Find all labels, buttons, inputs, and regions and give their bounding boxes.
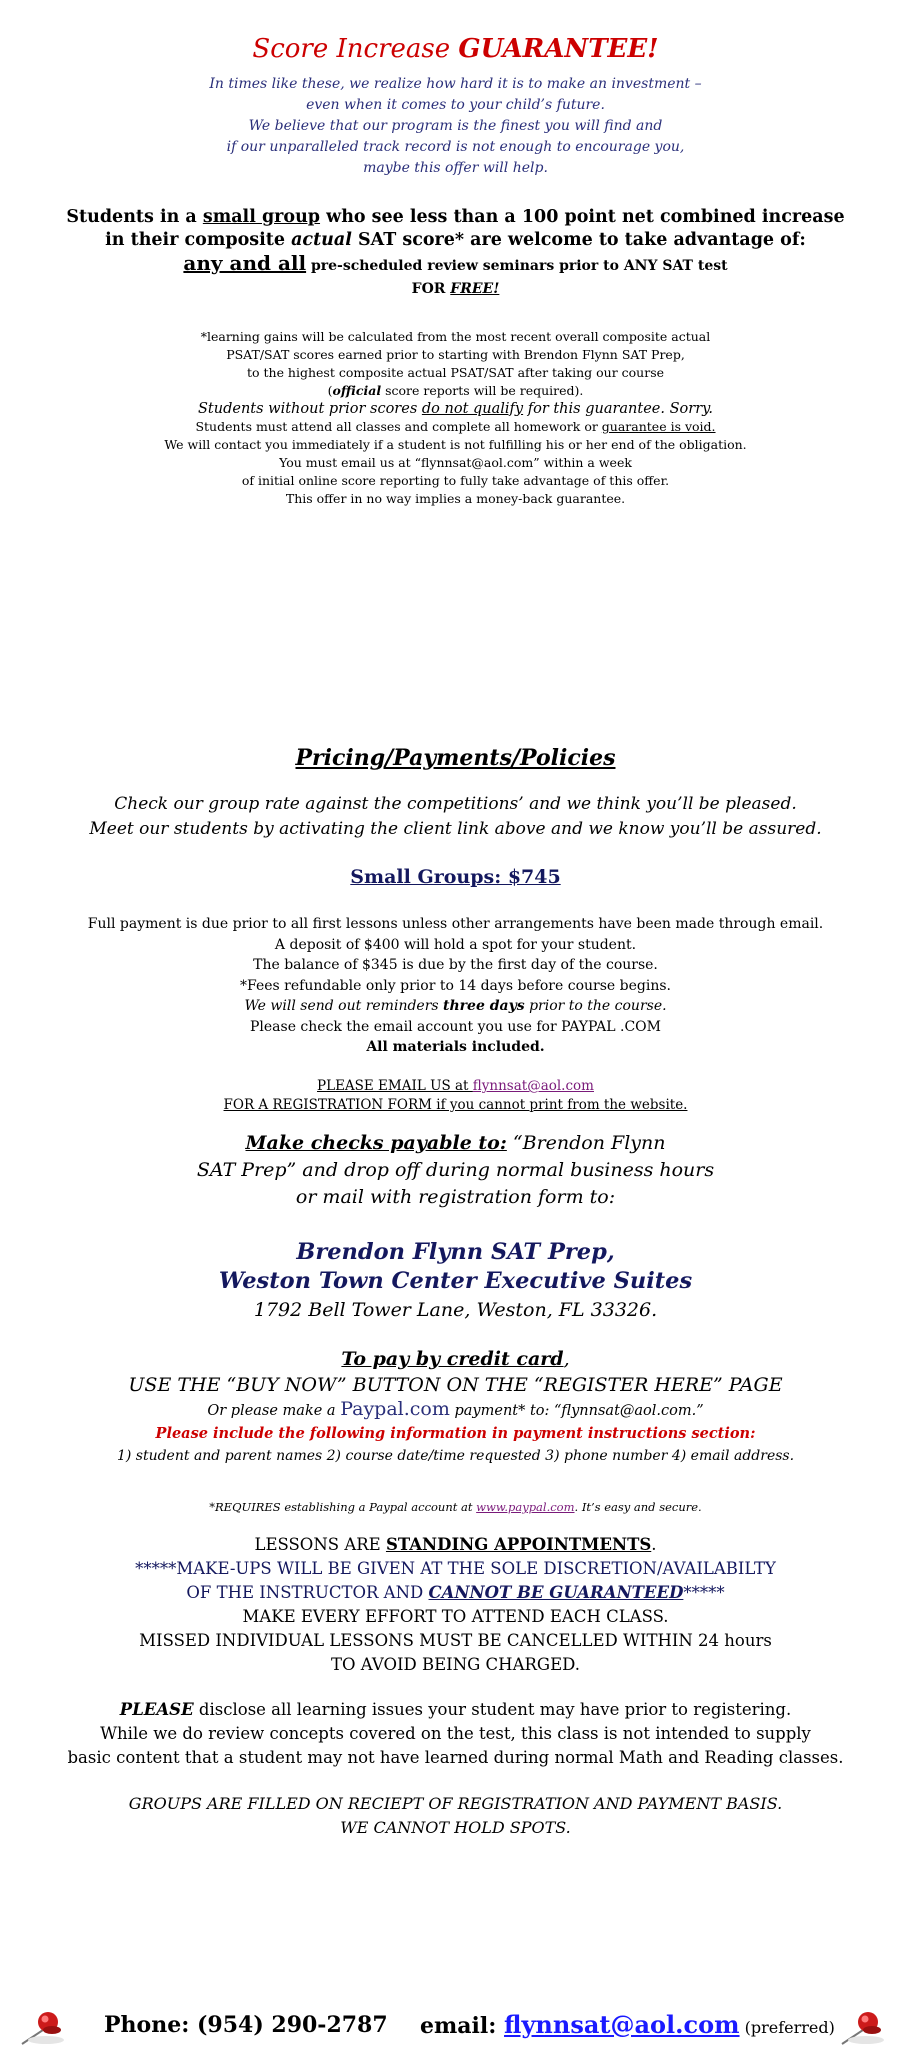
pricing-title: Pricing/Payments/Policies (295, 745, 616, 771)
footer-email: email: flynnsat@aol.com (preferred) (420, 2010, 835, 2039)
credit-card-payment: To pay by credit card, USE THE “BUY NOW” BUTTON ON THE “REGISTER HERE” PAGE Or please make a Paypal.com payment* to: “flynnsat@aol.com.” Please include the following information in payment instructions section: 1) student and parent names 2) course date/time requested 3) phone number 4) email address. (116, 1348, 795, 1464)
email-link[interactable]: flynnsat@aol.com (504, 2010, 740, 2039)
pushpin-icon (16, 2006, 68, 2046)
mailing-address: Brendon Flynn SAT Prep, Weston Town Center Executive Suites 1792 Bell Tower Lane, Weston, FL 33326. (218, 1239, 693, 1321)
paypal-link[interactable]: Paypal.com (340, 1398, 450, 1420)
guarantee-terms: Students in a small group who see less than a 100 point net combined increase in their composite actual SAT score* are welcome to take advantage of: any and all pre-scheduled review seminars prior to ANY SAT test FOR FREE! (66, 207, 845, 297)
paypal-website-link[interactable]: www.paypal.com (476, 1500, 575, 1514)
checks-payable: Make checks payable to: “Brendon Flynn SAT Prep” and drop off during normal business hours or mail with registration form to: (196, 1132, 715, 1208)
pushpin-icon (836, 2006, 888, 2046)
intro-line: maybe this offer will help. (363, 160, 548, 176)
lesson-policy: LESSONS ARE STANDING APPOINTMENTS. *****MAKE-UPS WILL BE GIVEN AT THE SOLE DISCRETION/AVAILABILTY OF THE INSTRUCTOR AND CANNOT BE GUARANTEED***** MAKE EVERY EFFORT TO ATTEND EACH CLASS. MISSED INDIVIDUAL LESSONS MUST BE CANCELLED WITHIN 24 hours TO AVOID BEING CHARGED. (135, 1535, 776, 1674)
guarantee-fine-print: *learning gains will be calculated from the most recent overall composite actual PSAT/SAT scores earned prior to starting with Brendon Flynn SAT Prep, to the highest composite actual PSAT/SAT after taking our course (official score reports will be required). Students without prior scores do not qualify for this guarantee. Sorry. Students must attend all classes and complete all homework or guarantee is void. We will contact you immediately if a student is not fulfilling his or her end of the obligation. You must email us at “flynnsat@aol.com” within a week of initial online score reporting to fully take advantage of this offer. This offer in no way implies a money-back guarantee. (164, 329, 747, 506)
registration-email-link[interactable]: flynnsat@aol.com (472, 1078, 594, 1094)
intro-line: if our unparalleled track record is not enough to encourage you, (226, 139, 685, 155)
groups-filled-note: GROUPS ARE FILLED ON RECIEPT OF REGISTRATION AND PAYMENT BASIS. WE CANNOT HOLD SPOTS. (128, 1794, 783, 1837)
learning-issues-note: PLEASE disclose all learning issues your student may have prior to registering. While we do review concepts covered on the test, this class is not intended to supply basic content that a student may not have learned during normal Math and Reading classes. (67, 1700, 844, 1767)
pricing-intro: Check our group rate against the competitions’ and we think you’ll be pleased. Meet our students by activating the client link above and we know you’ll be assured. (89, 794, 822, 839)
guarantee-intro (0, 74, 911, 179)
paypal-requirement: *REQUIRES establishing a Paypal account at www.paypal.com. It’s easy and secure. (209, 1500, 702, 1514)
intro-line: even when it comes to your child’s future. (306, 97, 605, 113)
registration-email-note: PLEASE EMAIL US at flynnsat@aol.com FOR A REGISTRATION FORM if you cannot print from the website. (223, 1078, 688, 1113)
payment-terms: Full payment is due prior to all first lessons unless other arrangements have been made through email. A deposit of $400 will hold a spot for your student. The balance of $345 is due by the first day of the course. *Fees refundable only prior to 14 days before course begins. We will send out reminders three days prior to the course. Please check the email account you use for PAYPAL .COM All materials included. (87, 916, 824, 1055)
intro-line: In times like these, we realize how hard it is to make an investment – (209, 76, 702, 92)
guarantee-title: Score Increase GUARANTEE! (252, 34, 659, 64)
intro-line: We believe that our program is the finest you will find and (248, 118, 663, 134)
contact-footer (0, 2006, 911, 2046)
small-groups-price: Small Groups: $745 (350, 866, 561, 888)
phone-number: Phone: (954) 290-2787 (104, 2012, 388, 2038)
